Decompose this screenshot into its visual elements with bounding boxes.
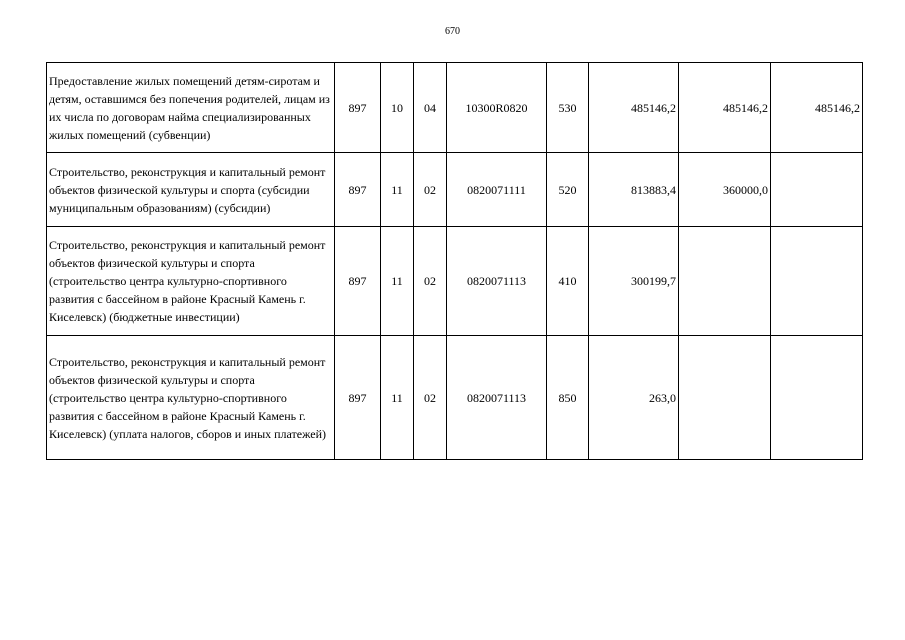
amount-1-cell: 813883,4 — [589, 153, 679, 227]
expense-name-cell: Строительство, реконструкция и капитальный ремонт объектов физической культуры и спорта (строительство центра культурно-спортивного развития с бассейном в районе Красный Камень г. Киселевск) (уплата налогов, сборов и иных платежей) — [47, 336, 335, 460]
expense-name-cell: Строительство, реконструкция и капитальный ремонт объектов физической культуры и спорта (субсидии муниципальным образованиям) (субсидии) — [47, 153, 335, 227]
subsection-cell: 02 — [414, 227, 447, 336]
section-cell: 11 — [381, 227, 414, 336]
amount-3-cell: 485146,2 — [771, 63, 863, 153]
admin-code-cell: 897 — [335, 336, 381, 460]
table-row — [47, 227, 863, 336]
admin-code-cell: 897 — [335, 227, 381, 336]
amount-3-cell — [771, 153, 863, 227]
amount-1-cell: 263,0 — [589, 336, 679, 460]
amount-3-cell — [771, 227, 863, 336]
expense-type-cell: 410 — [547, 227, 589, 336]
target-article-cell: 0820071113 — [447, 336, 547, 460]
subsection-cell: 02 — [414, 336, 447, 460]
table-row — [47, 153, 863, 227]
table-row — [47, 63, 863, 153]
admin-code-cell: 897 — [335, 63, 381, 153]
table-row — [47, 336, 863, 460]
amount-2-cell: 360000,0 — [679, 153, 771, 227]
expense-type-cell: 520 — [547, 153, 589, 227]
amount-2-cell: 485146,2 — [679, 63, 771, 153]
section-cell: 11 — [381, 336, 414, 460]
subsection-cell: 02 — [414, 153, 447, 227]
expense-name-cell: Строительство, реконструкция и капитальный ремонт объектов физической культуры и спорта (строительство центра культурно-спортивного развития с бассейном в районе Красный Камень г. Киселевск) (бюджетные инвестиции) — [47, 227, 335, 336]
target-article-cell: 0820071111 — [447, 153, 547, 227]
page-number: 670 — [445, 26, 460, 37]
section-cell: 10 — [381, 63, 414, 153]
admin-code-cell: 897 — [335, 153, 381, 227]
target-article-cell: 0820071113 — [447, 227, 547, 336]
subsection-cell: 04 — [414, 63, 447, 153]
amount-2-cell — [679, 336, 771, 460]
target-article-cell: 10300R0820 — [447, 63, 547, 153]
budget-table — [46, 62, 863, 460]
amount-1-cell: 485146,2 — [589, 63, 679, 153]
amount-2-cell — [679, 227, 771, 336]
expense-type-cell: 850 — [547, 336, 589, 460]
expense-type-cell: 530 — [547, 63, 589, 153]
amount-3-cell — [771, 336, 863, 460]
expense-name-cell: Предоставление жилых помещений детям-сиротам и детям, оставшимся без попечения родителей, лицам из их числа по договорам найма специализированных жилых помещений (субвенции) — [47, 63, 335, 153]
amount-1-cell: 300199,7 — [589, 227, 679, 336]
section-cell: 11 — [381, 153, 414, 227]
